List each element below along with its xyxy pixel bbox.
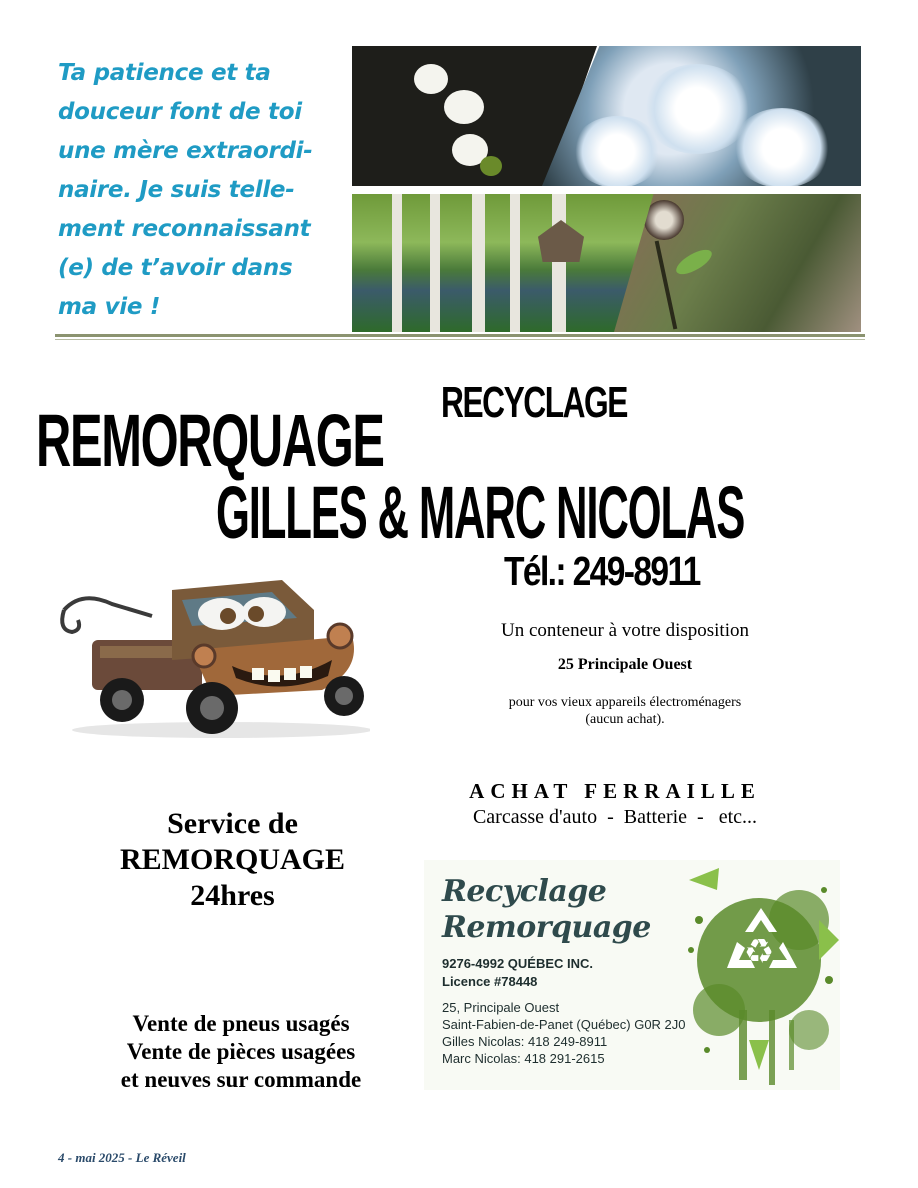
- svg-text:♻: ♻: [743, 932, 775, 972]
- quote-line: naire. Je suis telle-: [58, 177, 295, 203]
- card-address: 25, Principale Ouest: [442, 1000, 560, 1015]
- flower-bud-photo: [614, 194, 861, 332]
- phone-number: Tél.: 249-8911: [504, 548, 700, 594]
- sales-line: Vente de pièces usagées: [126, 1039, 356, 1064]
- card-title-recyclage: Recyclage: [442, 874, 607, 909]
- page-footer: 4 - mai 2025 - Le Réveil: [58, 1150, 186, 1165]
- parts-sales: [80, 1010, 402, 1094]
- container-info: Un conteneur à votre disposition: [500, 620, 749, 641]
- card-phone-gilles: Gilles Nicolas: 418 249-8911: [442, 1034, 608, 1049]
- quote-line: douceur font de toi: [58, 99, 302, 125]
- blue-star-flower-photo: [542, 46, 861, 186]
- remorquage-heading: REMORQUAGE: [36, 399, 384, 482]
- recyclage-heading: RECYCLAGE: [441, 378, 627, 427]
- card-licence: Licence #78448: [442, 974, 538, 989]
- card-phone-marc: Marc Nicolas: 418 291-2615: [442, 1051, 605, 1066]
- card-title-remorquage: Remorquage: [442, 910, 651, 945]
- divider: [55, 334, 865, 337]
- quote-line: une mère extraordi-: [58, 138, 313, 164]
- tow-truck-illustration: [52, 570, 370, 740]
- towing-service: [80, 806, 385, 914]
- sales-line: Vente de pneus usagés: [132, 1011, 350, 1036]
- recycling-address: 25 Principale Ouest: [557, 656, 693, 673]
- quote-line: ment reconnaissant: [58, 216, 311, 242]
- appliances-line: pour vos vieux appareils électroménagers: [508, 695, 742, 710]
- towing-line: REMORQUAGE: [120, 843, 345, 876]
- no-purchase-note: (aucun achat).: [585, 712, 665, 727]
- quote-line: (e) de t’avoir dans: [58, 255, 293, 281]
- spring-photo-collage: [352, 46, 861, 332]
- business-card: [424, 860, 840, 1090]
- quote-line: ma vie !: [58, 294, 161, 320]
- card-company: 9276-4992 QUÉBEC INC.: [442, 956, 594, 971]
- appliances-info: [440, 694, 810, 728]
- mothers-day-quote: [58, 54, 358, 327]
- divider: [55, 339, 865, 340]
- towing-line: Service de: [167, 807, 298, 840]
- towing-line: 24hres: [190, 879, 275, 912]
- sales-line: et neuves sur commande: [120, 1067, 362, 1092]
- quote-line: Ta patience et ta: [58, 60, 271, 86]
- recycle-splash-art: [679, 860, 840, 1090]
- scrap-purchase-title: ACHAT FERRAILLE: [469, 779, 761, 803]
- scrap-items: Carcasse d'auto - Batterie - etc...: [472, 806, 758, 828]
- card-city: Saint-Fabien-de-Panet (Québec) G0R 2J0: [442, 1017, 686, 1032]
- owners-heading: GILLES & MARC NICOLAS: [216, 471, 745, 554]
